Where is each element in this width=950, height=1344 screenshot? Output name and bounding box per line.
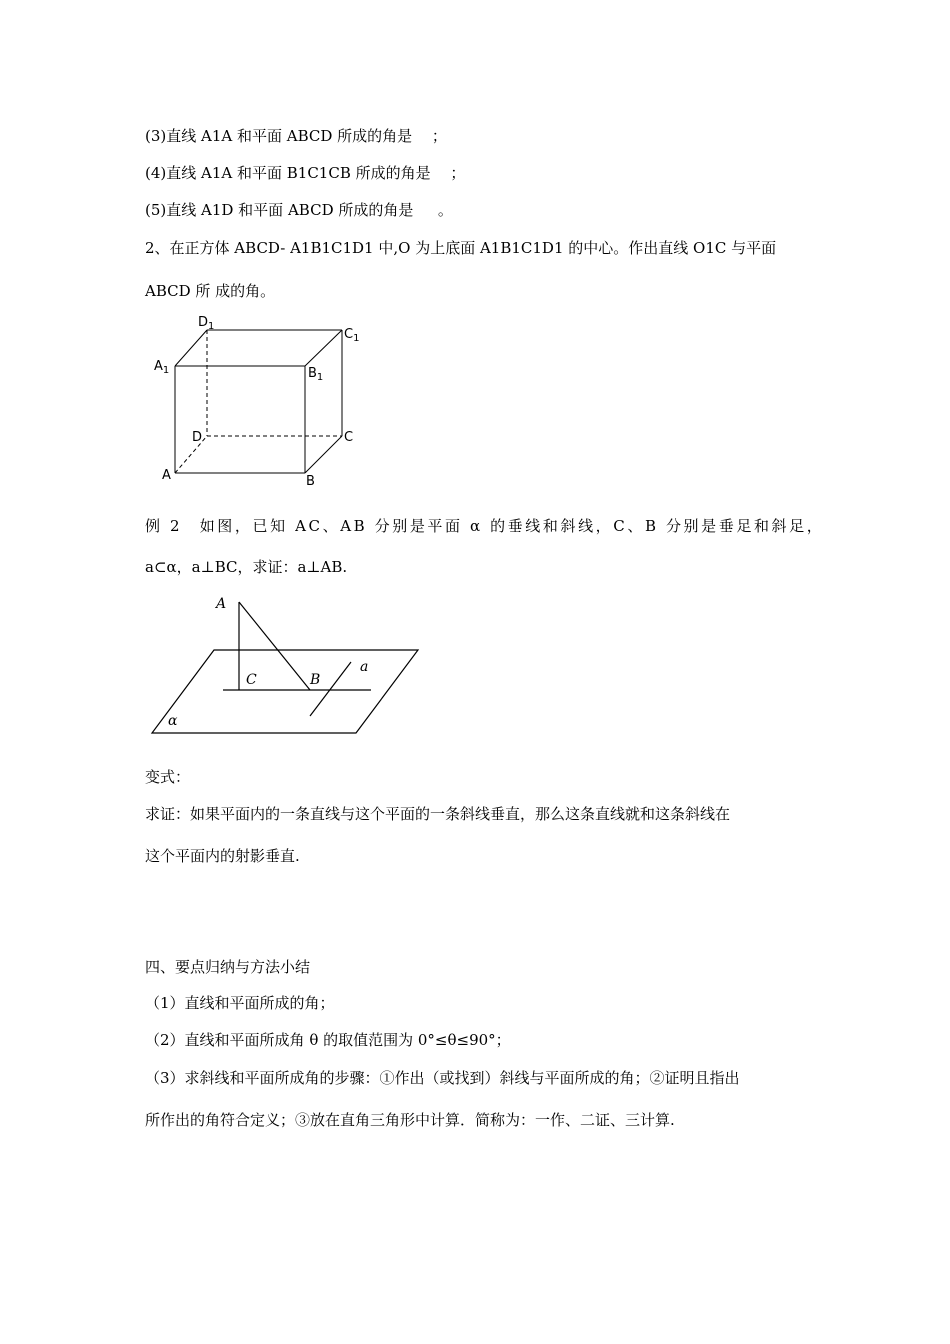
question-5: (5)直线 A1D 和平面 ABCD 所成的角是 。 xyxy=(145,201,453,219)
label-a: A xyxy=(162,468,171,483)
summary-title: 四、要点归纳与方法小结 xyxy=(145,958,311,976)
label-c1: $C_1$ xyxy=(344,327,360,344)
label-a1: $A_1$ xyxy=(154,359,170,376)
summary-item-2: （2）直线和平面所成角 θ 的取值范围为 0°≤θ≤90°； xyxy=(145,1031,511,1049)
problem-2-line-2: ABCD 所 成的角。 xyxy=(145,282,276,300)
label-point-a: A xyxy=(216,596,227,612)
cube-edge-bc xyxy=(305,436,342,473)
variant-line-2: 这个平面内的射影垂直. xyxy=(145,847,300,865)
label-line-a: a xyxy=(360,659,369,675)
question-3: (3)直线 A1A 和平面 ABCD 所成的角是 ； xyxy=(145,127,447,145)
variant-line-1: 求证：如果平面内的一条直线与这个平面的一条斜线垂直，那么这条直线就和这条斜线在 xyxy=(145,805,731,823)
line-a xyxy=(310,662,351,716)
cube-edge-b1c1 xyxy=(305,330,342,366)
variant-title: 变式： xyxy=(145,768,191,786)
label-d: D xyxy=(192,430,203,445)
label-c: C xyxy=(344,430,354,445)
label-point-c: C xyxy=(246,672,257,688)
summary-item-1: （1）直线和平面所成的角； xyxy=(145,994,335,1012)
example-2-line-2: a⊂α，a⊥BC，求证：a⊥AB. xyxy=(145,558,348,576)
label-plane-alpha: α xyxy=(168,713,178,729)
question-4: (4)直线 A1A 和平面 B1C1CB 所成的角是 ； xyxy=(145,164,466,182)
summary-item-3-line-1: （3）求斜线和平面所成角的步骤：①作出（或找到）斜线与平面所成的角；②证明且指出 xyxy=(145,1069,740,1087)
problem-2-line-1: 2、在正方体 ABCD- A1B1C1D1 中,O 为上底面 A1B1C1D1 的中心。作出直线 O1C 与平面 xyxy=(145,239,777,257)
summary-item-3-line-2: 所作出的角符合定义；③放在直角三角形中计算．简称为：一作、二证、三计算. xyxy=(145,1111,675,1129)
cube-edge-ad-hidden xyxy=(175,436,207,473)
label-b1: $B_1$ xyxy=(308,366,324,383)
example-2-line-1: 例 2 如图，已知 AC、AB 分别是平面 α 的垂线和斜线，C、B 分别是垂足和斜足， xyxy=(145,517,825,535)
cube-diagram xyxy=(140,310,380,490)
plane-alpha xyxy=(152,650,418,733)
plane-diagram xyxy=(148,588,428,738)
label-point-b: B xyxy=(310,672,321,688)
cube-edge-a1d1 xyxy=(175,330,207,366)
label-d1: $D_1$ xyxy=(198,315,215,332)
label-b: B xyxy=(306,474,315,489)
